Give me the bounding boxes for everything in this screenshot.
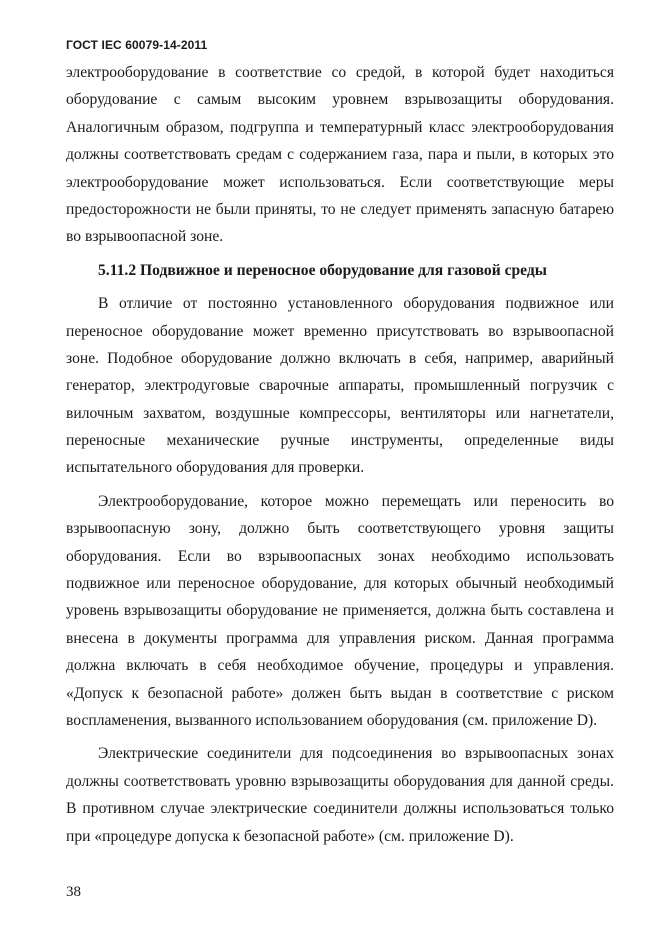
text-line: электрооборудование в соответствие со средой, в которой будет находиться	[66, 64, 614, 81]
text-line: внесена в документы программа для управления риском. Данная программа	[66, 629, 614, 647]
page-number: 38	[66, 884, 81, 900]
section-heading: 5.11.2 Подвижное и переносное оборудование для газовой среды	[98, 261, 547, 279]
text-line: зоне. Подобное оборудование должно включать в себя, например, аварийный	[66, 349, 614, 367]
paragraph-mobile-equipment	[66, 290, 614, 482]
text-line: при «процедуре допуска к безопасной работе» (см. приложение D).	[66, 827, 514, 845]
text-line: В отличие от постоянно установленного оборудования подвижное или	[98, 295, 614, 313]
text-line: во взрывоопасной зоне.	[66, 228, 224, 246]
section-heading-block	[66, 257, 614, 284]
paragraph-connectors	[66, 740, 614, 850]
text-line: испытательного оборудования для проверки.	[66, 459, 365, 477]
text-line: оборудование с самым высоким уровнем взрывозащиты оборудования.	[66, 91, 614, 109]
text-line: Электрооборудование, которое можно перемещать или переносить во	[98, 492, 614, 510]
text-line: «Допуск к безопасной работе» должен быть выдан в соответствие с риском	[66, 684, 614, 702]
text-line: уровень взрывозащиты оборудование не применяется, должна быть составлена и	[66, 602, 614, 620]
document-header: ГОСТ IEC 60079-14-2011	[66, 38, 208, 52]
text-line: должны соответствовать уровню взрывозащиты оборудования для данной среды.	[66, 772, 614, 790]
text-line: Электрические соединители для подсоединения во взрывоопасных зонах	[98, 745, 614, 763]
text-line: должны соответствовать средам с содержанием газа, пара и пыли, в которых это	[66, 146, 614, 164]
text-line: подвижное или переносное оборудование, для которых обычный необходимый	[66, 575, 614, 593]
text-line: предосторожности не были приняты, то не следует применять запасную батарею	[66, 200, 614, 218]
text-line: электрооборудование может использоваться. Если соответствующие меры	[66, 173, 614, 191]
text-line: Аналогичным образом, подгруппа и температурный класс электрооборудования	[66, 118, 614, 136]
paragraph-risk-program	[66, 488, 614, 735]
text-line: вилочным захватом, воздушные компрессоры, вентиляторы или нагнетатели,	[66, 404, 614, 422]
text-line: переносные механические ручные инструменты, определенные виды	[66, 432, 614, 450]
paragraph-continuation	[66, 59, 614, 251]
text-line: взрывоопасную зону, должно быть соответствующего уровня защиты	[66, 520, 614, 538]
text-line: генератор, электродуговые сварочные аппараты, промышленный погрузчик с	[66, 377, 614, 395]
text-line: В противном случае электрические соединители должны использоваться только	[66, 800, 614, 818]
document-body	[66, 59, 614, 850]
text-line: воспламенения, вызванного использованием оборудования (см. приложение D).	[66, 711, 598, 729]
text-line: должна включать в себя необходимое обучение, процедуры и управления.	[66, 657, 614, 675]
text-line: переносное оборудование может временно присутствовать во взрывоопасной	[66, 322, 614, 340]
text-line: оборудования. Если во взрывоопасных зонах необходимо использовать	[66, 547, 614, 565]
